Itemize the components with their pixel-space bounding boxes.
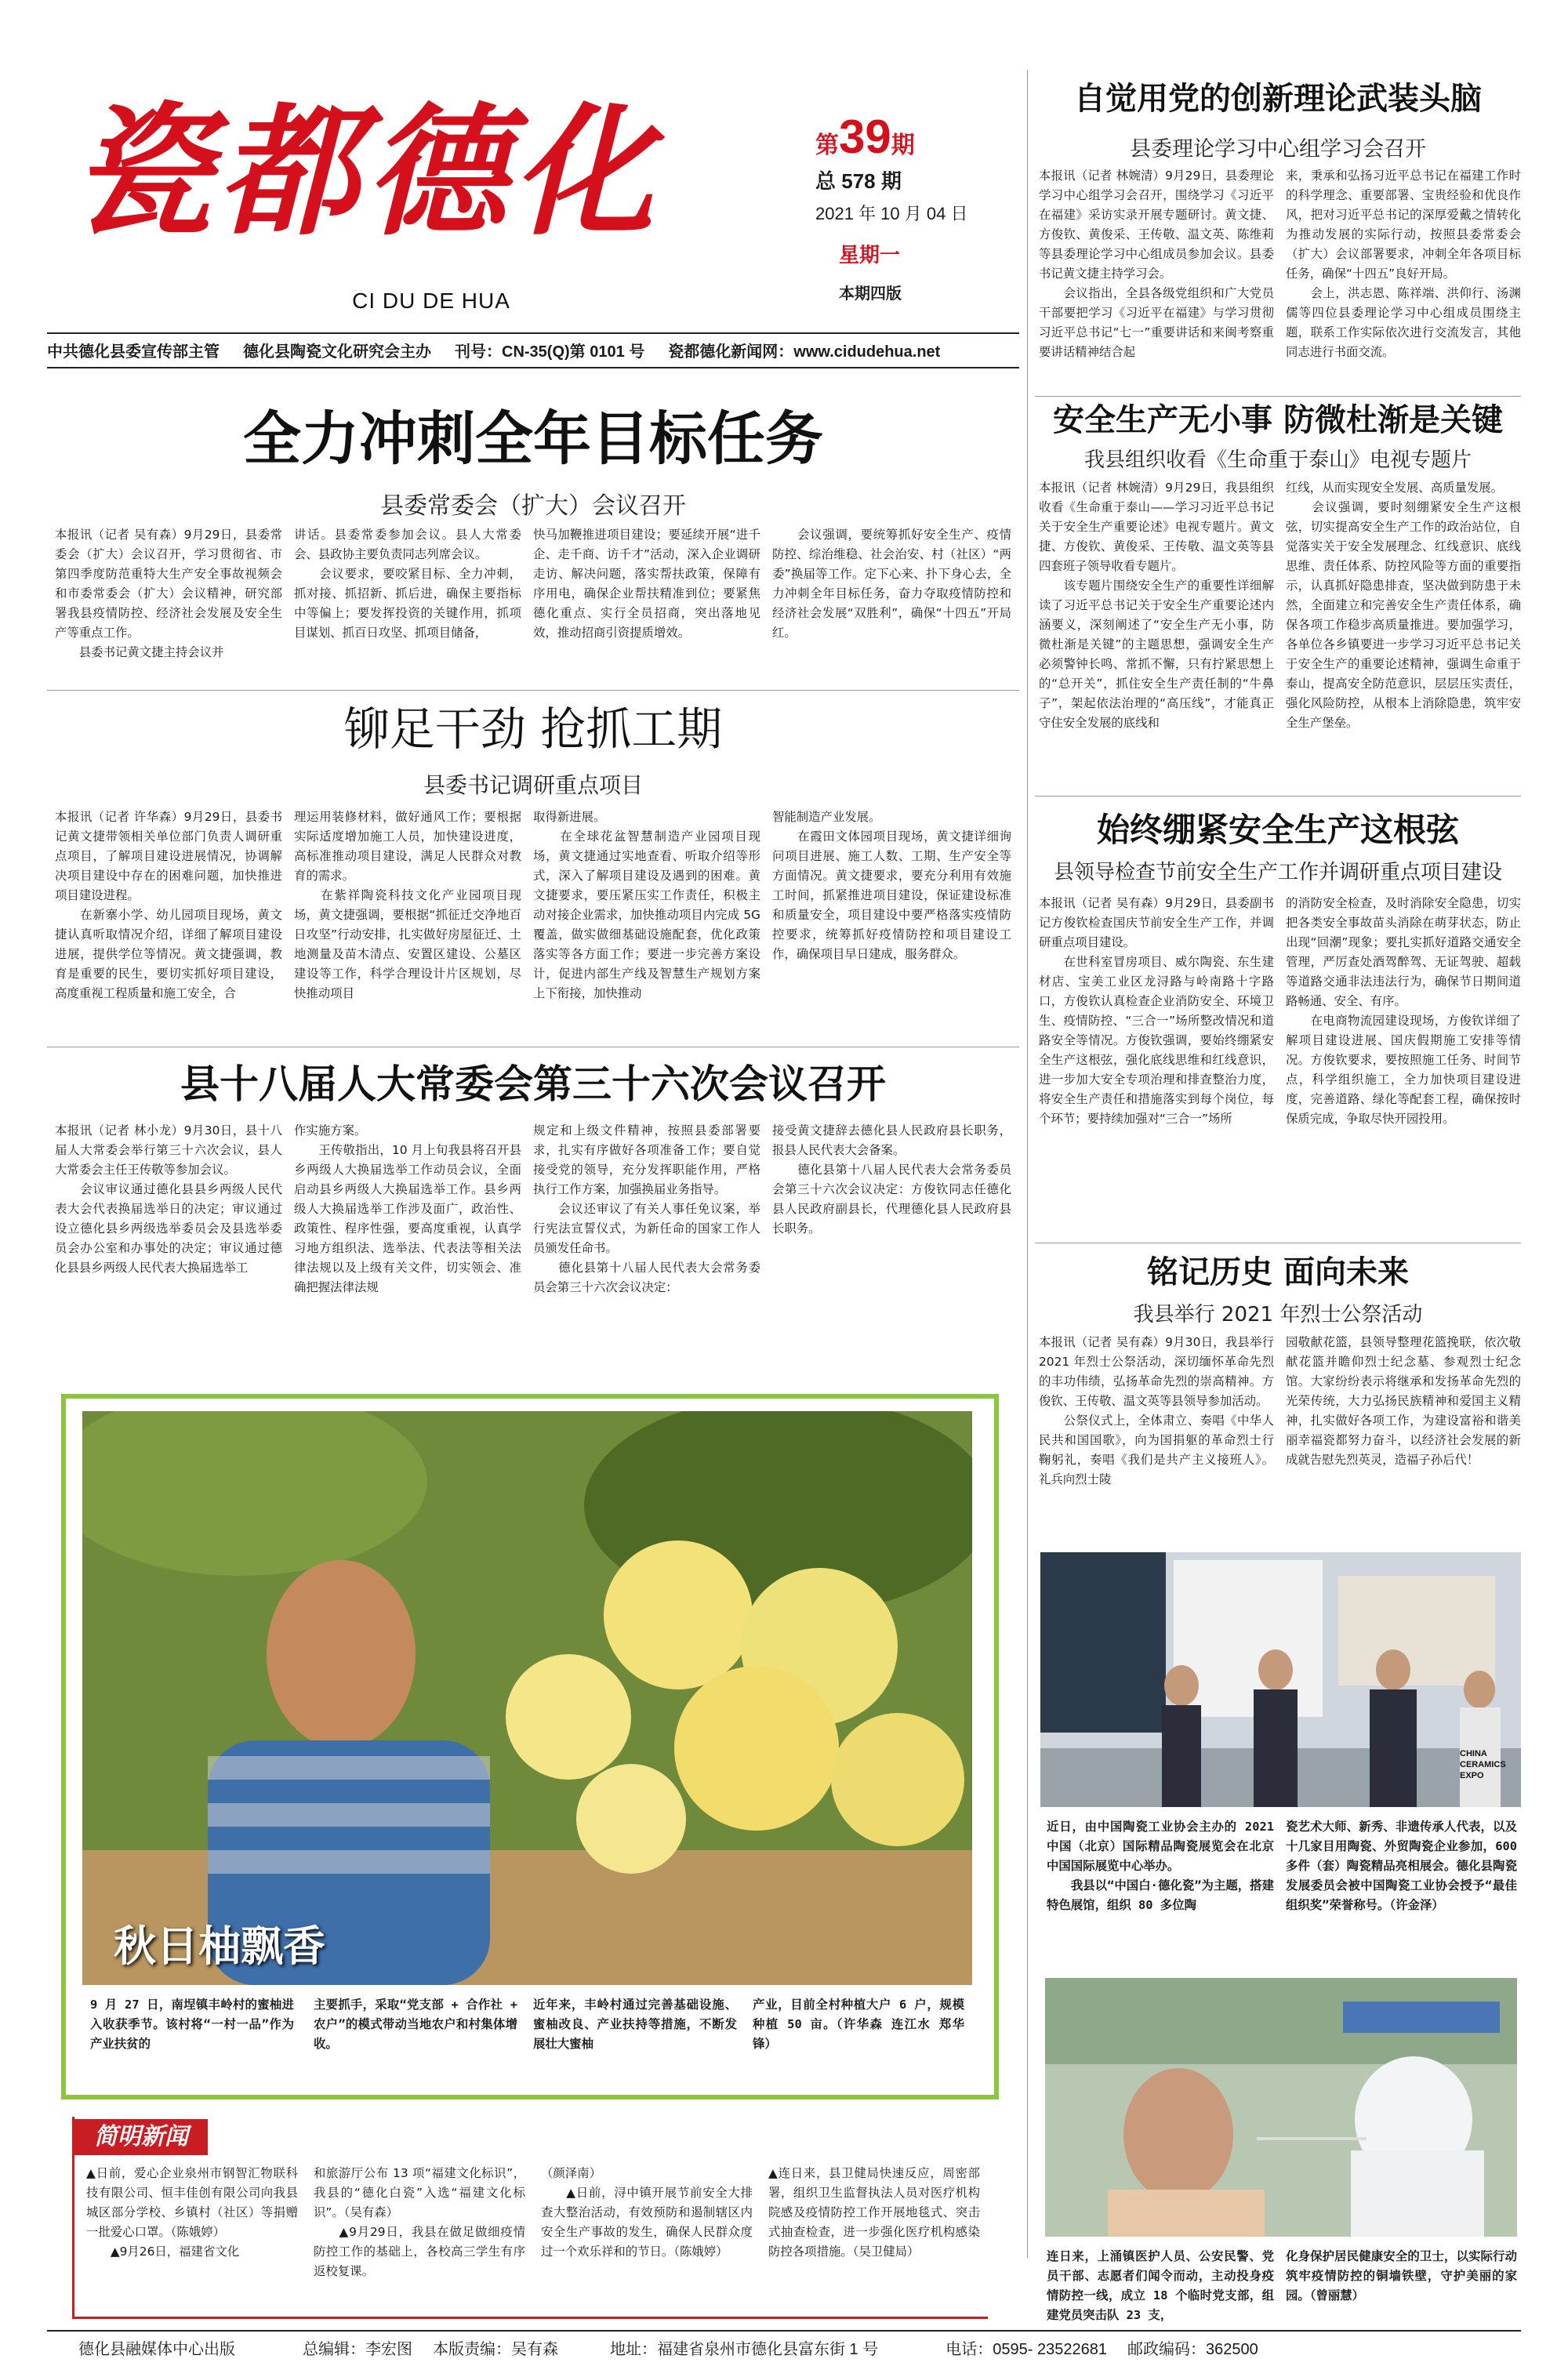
footer-publisher: 德化县融媒体中心出版 bbox=[78, 2341, 235, 2358]
article-column: 来，秉承和弘扬习近平总书记在福建工作时的科学理念、重要部署、宝贵经验和优良作风，把对习近平总书记的深厚爱戴之情转化为推动发展的实际行动，按照县委常委会（扩大）会议部署要求，冲刺全年各项目标任务，确保“十四五”良好开局。 会上，洪志恩、陈祥端、洪仰行、汤渊儒等四位县委理论学习中心组成员围绕主题，联系工作实际依次进行交流发言，其他同志进行书面交流。 bbox=[1286, 169, 1521, 359]
article-subtitle: 我县举行 2021 年烈士公祭活动 bbox=[1133, 1303, 1423, 1326]
photo-overlay-title: 秋日柚飘香 bbox=[114, 1922, 325, 1971]
pomelo-fruit bbox=[506, 1654, 631, 1780]
article-subtitle: 我县组织收看《生命重于泰山》电视专题片 bbox=[1083, 448, 1472, 472]
article-column: 理运用装修材料，做好通风工作；要根据实际适度增加施工人员，加快建设进度，高标准推动项目建设，满足人民群众对教育的需求。 在紫祥陶瓷科技文化产业园项目现场，黄文捷强调，要根据“抓征迁交净地百日攻坚”行动安排，扎实做好房屋征迁、土地测量及苗木清点、安置区建设、公墓区建设等工作，科学合理设计片区规划，尽快推动项目 bbox=[294, 810, 521, 1000]
article-column: 园敬献花篮，县领导整理花篮挽联，依次敬献花篮并瞻仰烈士纪念墓、参观烈士纪念馆。大家纷纷表示将继承和发扬革命先烈的光荣传统，大力弘扬民族精神和爱国主义精神，扎实做好各项工作，为建设富裕和谐美丽幸福瓷都努力奋斗，以经济社会发展的新成就告慰先烈英灵，造福子孙后代！ bbox=[1286, 1335, 1521, 1467]
brief-column: （颜泽南） ▲日前，浔中镇开展节前安全大排查大整治活动，有效预防和遏制辖区内安全生产事故的发生，确保人民群众度过一个欢乐祥和的节日。（陈娥婷） bbox=[541, 2166, 753, 2259]
pomelo-photo bbox=[82, 1411, 972, 1985]
total-issue: 总 578 期 bbox=[815, 169, 902, 193]
brief-column: 和旅游厅公布 13 项“福建文化标识”，我县的“德化白瓷”入选“福建文化标识”。（吴有森） ▲9月29日，我县在做足做细疫情防控工作的基础上，各校高三学生有序返校复课。 bbox=[314, 2166, 525, 2278]
ceramics-expo-photo bbox=[1040, 1552, 1521, 1807]
article-column: 会议强调，要统筹抓好安全生产、疫情防控、综治维稳、社会治安、村（社区）“两委”换届等工作。定下心来、扑下身心去，全力冲刺全年目标任务，奋力夺取疫情防控和经济社会发展“双胜利”，确保“十四五”开局红。 bbox=[772, 528, 1011, 640]
divider bbox=[1035, 796, 1521, 797]
footer-postcode: 邮政编码：362500 bbox=[1127, 2341, 1258, 2358]
article-column: 本报讯（记者 林婉清）9月29日，县委理论学习中心组学习会召开，围绕学习《习近平在福建》采访实录开展专题研讨。黄文捷、方俊钦、黄俊采、王传敬、温文英、陈维莉等县委理论学习中心组成员参加会议。县委书记黄文捷主持学习会。 会议指出，全县各级党组织和广大党员干部要把学习《习近平在福建》与学习贯彻习近平总书记“七一”重要讲话和来闽考察重要讲话精神结合起 bbox=[1039, 169, 1274, 359]
footer-bar bbox=[78, 2336, 1521, 2361]
article-subtitle: 县委理论学习中心组学习会召开 bbox=[1130, 137, 1426, 161]
masthead-title: 瓷都德化 bbox=[71, 89, 661, 255]
photo-caption: 产业，目前全村种植大户 6 户，规模种植 50 亩。（许华森 连江水 郑华锋） bbox=[753, 1998, 964, 2051]
expo-sign bbox=[1460, 1748, 1515, 1781]
page-count: 本期四版 bbox=[839, 285, 902, 303]
brief-news-label bbox=[74, 2119, 208, 2155]
info-website[interactable]: 瓷都德化新闻网：www.cidudehua.net bbox=[668, 343, 941, 361]
article-column: 本报讯（记者 吴有森）9月29日，县委常委会（扩大）会议召开，学习贯彻省、市第四季度防范重特大生产安全事故视频会和市委常委会（扩大）会议精神，研究部署我县疫情防控、经济社会发展及安全生产等重点工作。 县委书记黄文捷主持会议并 bbox=[55, 528, 282, 659]
footer-phone: 电话：0595- 23522681 bbox=[946, 2341, 1107, 2358]
photo-caption: 连日来，上涌镇医护人员、公安民警、党员干部、志愿者们闻令而动，主动投身疫情防控一线，成立 18 个临时党支部，组建党员突击队 23 支， bbox=[1047, 2249, 1274, 2321]
testing-illustration bbox=[1045, 1978, 1517, 2237]
footer-page-editor: 本版责编：吴有森 bbox=[433, 2341, 558, 2358]
info-supervisor: 中共德化县委宣传部主管 bbox=[47, 343, 220, 361]
divider bbox=[1035, 396, 1521, 397]
footer-address: 地址：福建省泉州市德化县富东街 1 号 bbox=[610, 2341, 879, 2358]
info-organizer: 德化县陶瓷文化研究会主办 bbox=[243, 343, 431, 361]
photo-caption: 瓷艺术大师、新秀、非遗传承人代表，以及十几家目用陶瓷、外贸陶瓷企业参加，600 多件（套）陶瓷精品亮相展会。德化县陶瓷发展委员会被中国陶瓷工业协会授予“最佳组织奖”荣誉称号。（许金泽） bbox=[1286, 1820, 1517, 1912]
article-title: 铆足干劲 抢抓工期 bbox=[343, 702, 723, 756]
column-divider bbox=[1027, 71, 1028, 2258]
article-title: 自觉用党的创新理论武装头脑 bbox=[1074, 81, 1482, 117]
expo-sign-line: EXPO bbox=[1460, 1771, 1484, 1780]
pomelo-fruit bbox=[831, 1713, 964, 1846]
article-title: 全力冲刺全年目标任务 bbox=[243, 405, 823, 473]
masthead bbox=[47, 71, 808, 329]
brief-news-label-text: 简明新闻 bbox=[94, 2123, 188, 2150]
divider bbox=[47, 690, 1019, 691]
article-column: 讲话。县委常委参加会议。县人大常委会、县政协主要负责同志列席会议。 会议要求，要咬紧目标、全力冲刺，抓对接、抓招新、抓后进，确保主要指标中等偏上；要发挥投资的关键作用，抓项目谋划、抓百日攻坚、抓项目储备， bbox=[294, 528, 521, 640]
article-subtitle: 县委书记调研重点项目 bbox=[423, 772, 643, 798]
article-title: 铭记历史 面向未来 bbox=[1147, 1254, 1409, 1290]
article-title: 始终绷紧安全生产这根弦 bbox=[1096, 811, 1459, 849]
article-column: 智能制造产业发展。 在霞田文体园项目现场，黄文捷详细询问项目进展、施工人数、工期、生产安全等方面情况。黄文捷要求，要充分利用有效施工时间，抓紧推进项目建设，保证建设标准和质量安全，项目建设中要严格落实疫情防控要求，统筹抓好疫情防控和项目建设工作，确保项目早日建成，服务群众。 bbox=[772, 810, 1011, 961]
article-column: 本报讯（记者 林婉清）9月29日，我县组织收看《生命重于泰山——学习习近平总书记关于安全生产重要论述》电视专题片。黄文捷、方俊钦、黄俊采、王传敬、温文英等县四套班子领导收看专题片。 该专题片围绕安全生产的重要性详细解读了习近平总书记关于安全生产重要论述内涵要义，深刻阐述了“安全生产无小事，防微杜渐是关键”的主题思想，强调安全生产必须警钟长鸣、常抓不懈，只有拧紧思想上的“总开关”，抓住安全生产责任制的“牛鼻子”，架起依法治理的“高压线”，才能真正守住安全发展的底线和 bbox=[1039, 481, 1274, 730]
expo-illustration bbox=[1040, 1552, 1521, 1807]
article-column: 本报讯（记者 林小龙）9月30日，县十八届人大常委会举行第三十六次会议，县人大常委会主任王传敬等参加会议。 会议审议通过德化县县乡两级人民代表大会代表换届选举日的决定；审议通过设立德化县乡两级选举委员会及县选举委员会办公室和办事处的决定；审议通过德化县县乡两级人民代表大换届选举工 bbox=[55, 1123, 282, 1275]
article-title: 县十八届人大常委会第三十六次会议召开 bbox=[180, 1061, 886, 1107]
masthead-rule-top bbox=[47, 332, 1019, 334]
pomelo-fruit bbox=[674, 1666, 839, 1831]
covid-testing-photo bbox=[1045, 1978, 1517, 2237]
expo-sign-line: CERAMICS bbox=[1460, 1760, 1506, 1769]
photo-caption: 近年来，丰岭村通过完善基础设施、蜜柚改良、产业扶持等措施，不断发展壮大蜜柚 bbox=[533, 1998, 737, 2051]
issue-number: 39 bbox=[839, 111, 891, 163]
article-column: 本报讯（记者 许华森）9月29日，县委书记黄文捷带领相关单位部门负责人调研重点项目，了解项目建设进展情况，协调解决项目建设中存在的困难问题，加快推进项目建设进程。 在新寨小学、幼儿园项目现场，黄文捷认真听取情况介绍，详细了解项目建设进展，提供学位等情况。黄文捷强调，教育是重要的民生，要切实抓好项目建设，高度重视工程质量和施工安全，合 bbox=[55, 810, 282, 1000]
pomelo-illustration bbox=[82, 1411, 972, 1985]
article-column: 取得新进展。 在全球花盆智慧制造产业园项目现场，黄文捷通过实地查看、听取介绍等形式，深入了解项目建设及遇到的困难。黄文捷要求，要压紧压实工作责任，积极主动对接企业需求，加快推动项目内完成 5G 覆盖，做实做细基础设施配套，优化政策落实等各方面工作；要进一步完善方案设计，促进内部生产线及智慧生产规划方案上下衔接，加快推动 bbox=[533, 810, 760, 1000]
footer-rule bbox=[47, 2330, 1521, 2332]
article-title: 安全生产无小事 防微杜渐是关键 bbox=[1053, 402, 1503, 438]
photo-caption: 近日，由中国陶瓷工业协会主办的 2021 中国（北京）国际精品陶瓷展览会在北京中国国际展览中心举办。 我县以“中国白·德化瓷”为主题，搭建特色展馆，组织 80 多位陶 bbox=[1047, 1820, 1274, 1912]
issue-date: 2021 年 10 月 04 日 bbox=[815, 204, 968, 223]
info-serial: 刊号：CN-35(Q)第 0101 号 bbox=[455, 343, 645, 361]
brief-column: ▲连日来，县卫健局快速反应，周密部署，组织卫生监督执法人员对医疗机构院感及疫情防控工作开展地毯式、突击式抽查检查，进一步强化医疗机构感染防控各项措施。（吴卫健局） bbox=[768, 2166, 980, 2259]
photo-caption: 9 月 27 日，南埕镇丰岭村的蜜柚进入收获季节。该村将“一村一品”作为产业扶贫的 bbox=[90, 1998, 294, 2051]
article-column: 规定和上级文件精神，按照县委部署要求，扎实有序做好各项准备工作；要自觉接受党的领导，充分发挥职能作用，严格执行工作方案，加强换届业务指导。 会议还审议了有关人事任免议案，举行宪法宣誓仪式，为新任命的国家工作人员颁发任命书。 德化县第十八届人民代表大会常务委员会第三十六次会议决定： bbox=[533, 1123, 760, 1294]
photo-caption: 化身保护居民健康安全的卫士，以实际行动筑牢疫情防控的铜墙铁壁，守护美丽的家园。（曾丽慧） bbox=[1286, 2249, 1517, 2303]
article-column: 作实施方案。 王传敬指出，10 月上旬我县将召开县乡两级人大换届选举工作动员会议，全面启动县乡两级人大换届选举工作。县乡两级人大换届选举工作涉及面广，政治性、政策性、程序性强，要高度重视，认真学习地方组织法、选举法、代表法等相关法律法规以及上级有关文件，切实领会、准确把握法律法规 bbox=[294, 1123, 521, 1294]
article-column: 本报讯（记者 吴有森）9月29日，县委副书记方俊钦检查国庆节前安全生产工作，并调研重点项目建设。 在世科室冒房项目、威尔陶瓷、东生建材店、宝美工业区龙浔路与岭南路十字路口，方俊钦认真检查企业消防安全、环境卫生、疫情防控、“三合一”场所整改情况和道路安全等情况。方俊钦强调，要始终绷紧安全生产这根弦，强化底线思维和红线意识，进一步加大安全专项治理和排查整治力度，将安全生产责任和措施落实到每个岗位，每个环节；要持续加强对“三合一”场所 bbox=[1039, 896, 1274, 1126]
footer-editor-in-chief: 总编辑：李宏图 bbox=[303, 2341, 412, 2358]
issue-prefix: 第 bbox=[815, 132, 839, 158]
article-column: 快马加鞭推进项目建设；要延续开展“进千企、走千商、访千才”活动，深入企业调研走访、解决问题，落实帮扶政策，保障有序用电，确保企业帮扶精准到位；要紧焦德化重点、实行全员招商，突出落地见效，推动招商引资提质增效。 bbox=[533, 528, 760, 640]
article-subtitle: 县领导检查节前安全生产工作并调研重点项目建设 bbox=[1053, 861, 1502, 884]
masthead-rule-bottom bbox=[47, 367, 1019, 368]
expo-sign-line: CHINA bbox=[1460, 1749, 1487, 1758]
issue-box bbox=[815, 110, 1011, 329]
article-column: 红线，从而实现安全发展、高质量发展。 会议强调，要时刻绷紧安全生产这根弦，切实提高安全生产工作的政治站位，自觉落实关于安全发展理念、红线意识、底线思维、责任体系、防控风险等方面的重要指示，认真抓好隐患排查，坚决做到防患于未然，全面建立和完善安全生产责任体系，确保各项工作稳步高质量推进。要加强学习，各单位各乡镇要进一步学习习近平总书记关于安全生产的重要论述精神，强调生命重于泰山，提高安全防范意识，层层压实责任，强化风险防控，从根本上消除隐患，筑牢安全生产堡垒。 bbox=[1286, 481, 1521, 730]
article-column: 本报讯（记者 吴有森）9月30日，我县举行 2021 年烈士公祭活动，深切缅怀革命先烈的丰功伟绩，弘扬革命先烈的崇高精神。方俊钦、王传敬、温文英等县领导参加活动。 公祭仪式上，全体肃立、奏唱《中华人民共和国国歌》，向为国捐躯的革命烈士行鞠躬礼，奏唱《我们是共产主义接班人》。礼兵向烈士陵 bbox=[1039, 1335, 1274, 1486]
issue-suffix: 期 bbox=[891, 132, 915, 158]
masthead-info-bar bbox=[47, 339, 1019, 362]
photo-caption: 主要抓手，采取“党支部 + 合作社 + 农户”的模式带动当地农户和村集体增收。 bbox=[314, 1998, 517, 2051]
pomelo-fruit bbox=[576, 1764, 686, 1874]
article-subtitle: 县委常委会（扩大）会议召开 bbox=[380, 492, 686, 520]
weekday: 星期一 bbox=[839, 243, 901, 267]
article-column: 的消防安全检查，及时消除安全隐患，切实把各类安全事故苗头消除在萌芽状态，防止出现“回潮”现象；要扎实抓好道路交通安全管理，严厉查处酒驾醉驾、无证驾驶、超载等道路交通非法违法行为，确保节日期间道路畅通、安全、有序。 在电商物流园建设现场，方俊钦详细了解项目建设进展、国庆假期施工安排等情况。方俊钦要求，要按照施工任务、时间节点，科学组织施工，全力加快项目建设进度，完善道路、绿化等配套工程，确保按时保质完成，争取尽快开园投用。 bbox=[1286, 896, 1521, 1126]
masthead-pinyin: CI DU DE HUA bbox=[352, 289, 510, 313]
article-column: 接受黄文捷辞去德化县人民政府县长职务，报县人民代表大会备案。 德化县第十八届人民代表大会常务委员会第三十六次会议决定：方俊钦同志任德化县人民政府副县长，代理德化县人民政府县长职务。 bbox=[772, 1123, 1011, 1236]
brief-column: ▲日前，爱心企业泉州市钢智汇物联科技有限公司、恒丰佳创有限公司向我县城区部分学校、乡镇村（社区）等捐赠一批爱心口罩。（陈娥婷） ▲9月26日，福建省文化 bbox=[86, 2166, 298, 2259]
pomelo-fruit bbox=[604, 1541, 753, 1689]
